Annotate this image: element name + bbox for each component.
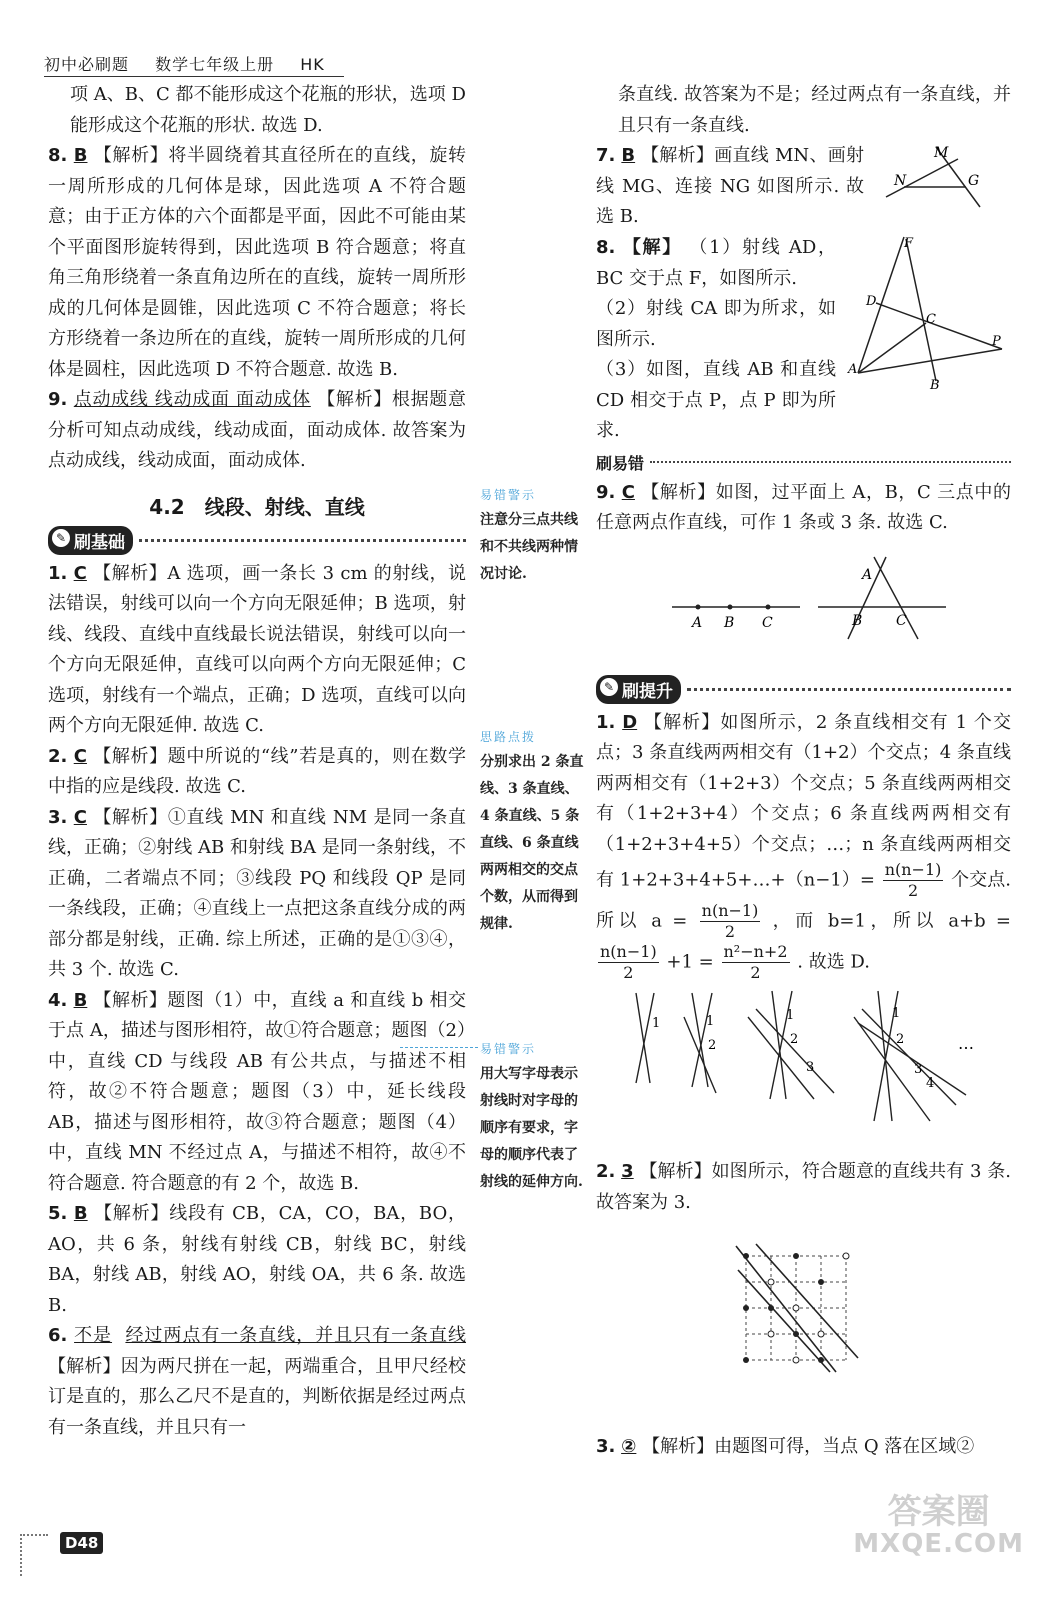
r1-text-1: 【解析】如图所示，2 条直线相交有 1 个交点；3 条直线两两相交有（1+2）个交点；4 条直线两两相交有（1+2+3）个交点；5 条直线两两相交有（1+2+3+4）个交点；6 条直线两两相交有（1+2+3+4+5）个交点；…；n 条直线两两相交有 1+2+3+4+5+…+（n−1）= <box>596 711 1011 891</box>
band-advance <box>596 675 1011 704</box>
pencil-icon: ✎ <box>52 529 70 547</box>
note-connector <box>400 1047 478 1048</box>
r3-number: 3. <box>596 1436 616 1457</box>
label-n: N <box>894 173 907 189</box>
q9-answer: 点动成线 线动成面 面动成体 <box>73 389 311 410</box>
svg-text:2: 2 <box>708 1038 717 1053</box>
r3-text: 【解析】由题图可得，当点 Q 落在区域② <box>642 1436 975 1457</box>
frac4-top: n²−n+2 <box>723 942 788 961</box>
label-a2: A <box>862 566 873 583</box>
q9-text: 【解析】根据题意分析可知点动成线，线动成面，面动成体. 故答案为点动成线，线动成面，面动成体. <box>48 389 466 471</box>
left-continuation: 项 A、B、C 都不能形成这个花瓶的形状，选项 D 能形成这个花瓶的形状. 故选 D. <box>70 84 466 136</box>
frac1-bottom: 2 <box>907 881 919 900</box>
label-m: M <box>934 145 949 161</box>
q7-answer: B <box>621 145 636 166</box>
r1-number: 1. <box>596 711 616 733</box>
right-column <box>596 80 1011 1463</box>
q9r-number: 9. <box>596 481 616 503</box>
q9r-figure <box>596 549 996 649</box>
q4-number: 4. <box>48 989 68 1011</box>
svg-text:3: 3 <box>914 1062 923 1077</box>
question-7-block <box>596 141 1011 233</box>
label-f: F <box>904 236 914 251</box>
side-tag-3: 易错警示 <box>480 1042 537 1056</box>
r1-text-5: . 故选 D. <box>797 951 870 973</box>
q3-number: 3. <box>48 806 68 828</box>
question-r3 <box>596 1432 1011 1463</box>
right-continuation: 条直线. 故答案为不是；经过两点有一条直线，并且只有一条直线. <box>618 84 1011 136</box>
q8r-label: 【解】 <box>622 237 682 258</box>
q8-answer: B <box>73 145 88 166</box>
q3-text: 【解析】①直线 MN 和直线 NM 是同一条直线，正确；②射线 AB 和射线 BA 是同一条射线，不正确，二者端点不同；③线段 PQ 和线段 QP 是同一条线段，正确；④直线上一点把这条直线分成的两部分都是射线，正确. 综上所述，正确的是①③④，共 3 个. 故选 C. <box>48 806 466 980</box>
r1-text-3: ，而 b=1，所以 a+b = <box>772 910 1011 932</box>
svg-text:2: 2 <box>896 1032 905 1047</box>
label-c1: C <box>762 614 773 631</box>
question-8r <box>596 233 836 447</box>
section-title: 4.2 线段、射线、直线 <box>149 494 365 519</box>
header-rule <box>44 76 344 77</box>
ray-ca <box>858 323 926 373</box>
r1-fraction-3 <box>598 942 659 983</box>
dotted-rule <box>139 539 466 542</box>
r1-fraction-4 <box>722 942 790 983</box>
band-basic-label: 刷基础 <box>74 532 125 553</box>
r2-grid-figure <box>596 1236 996 1406</box>
question-1 <box>48 559 466 742</box>
band-basic <box>48 526 466 555</box>
question-3 <box>48 803 466 986</box>
pencil-icon: ✎ <box>600 678 618 696</box>
q2-number: 2. <box>48 745 68 767</box>
question-8r-block <box>596 233 1011 447</box>
frac3-top: n(n−1) <box>600 942 657 961</box>
r1-fraction-2 <box>700 901 761 942</box>
label-b2: B <box>852 612 863 629</box>
watermark-url: MXQE.COM <box>853 1529 1024 1559</box>
side-tag-2: 思路点拨 <box>480 730 537 744</box>
side-tag-1: 易错警示 <box>480 488 537 502</box>
q8-text: 【解析】将半圆绕着其直径所在的直线，旋转一周所形成的几何体是球，因此选项 A 不符合题意；由于正方体的六个面都是平面，因此不可能由某个平面图形旋转得到，因此选项 B 符合题意；将直角三角形绕着一条直角边所在的直线，旋转一周所形成的几何体是圆锥，因此选项 C 不符合题意；将长方形绕着一条边所在的直线，旋转一周所形成的几何体是圆柱，因此选项 D 不符合题意. 故选 B. <box>48 145 467 380</box>
label-g: G <box>968 173 980 189</box>
label-p: P <box>992 334 1001 349</box>
side-note-3 <box>480 1040 588 1196</box>
q7-number: 7. <box>596 145 616 166</box>
edition-label: HK <box>300 55 325 74</box>
q4-answer: B <box>73 989 88 1011</box>
question-5 <box>48 1199 466 1321</box>
q5-answer: B <box>73 1203 88 1224</box>
label-a: A <box>848 362 858 377</box>
q7-text: 【解析】画直线 MN、画射线 MG、连接 NG 如图所示. 故选 B. <box>596 145 864 227</box>
line-cd <box>876 303 1002 349</box>
q1-text: 【解析】A 选项，画一条长 3 cm 的射线，说法错误，射线可以向一个方向无限延伸；B 选项，射线、线段、直线中直线最长说法错误，射线可以向一个方向无限延伸，直线可以向两个方向无限延伸；C 选项，射线有一个端点，正确；D 选项，直线可以向两个方向无限延伸. 故选 C. <box>48 562 466 736</box>
frac3-bottom: 2 <box>623 963 634 982</box>
label-b: B <box>930 378 940 393</box>
q7-figure <box>880 145 990 209</box>
frac4-bottom: 2 <box>750 963 761 982</box>
book-title: 初中必刷题 <box>44 55 130 74</box>
four-lines <box>748 991 834 1099</box>
q2-text: 【解析】题中所说的“线”若是真的，则在数学中指的应是线段. 故选 C. <box>48 745 466 797</box>
watermark-text: 答案圈 <box>887 1492 990 1532</box>
three-lines <box>684 993 716 1093</box>
band-basic-badge <box>48 526 133 555</box>
page-number: D48 <box>60 1532 103 1554</box>
dotted-rule-3 <box>687 688 1011 691</box>
band-easy-label: 刷易错 <box>596 453 645 473</box>
subject-title: 数学七年级上册 <box>155 55 275 74</box>
five-lines <box>854 991 966 1121</box>
q2-answer: C <box>73 745 87 767</box>
question-7 <box>596 141 864 233</box>
q1-number: 1. <box>48 562 68 584</box>
question-r1 <box>596 708 1011 984</box>
question-4 <box>48 986 466 1200</box>
r1-figure <box>596 987 996 1127</box>
q8r-number: 8. <box>596 237 616 258</box>
q8r-part-2: （2）射线 CA 即为所求，如图所示. <box>596 298 836 350</box>
question-9r <box>596 478 1011 539</box>
q8r-part-3: （3）如图，直线 AB 和直线 CD 相交于点 P，点 P 即为所求. <box>596 359 836 441</box>
r2-answer: 3 <box>621 1161 634 1182</box>
r1-text-4: +1 = <box>666 951 714 973</box>
r1-fraction-1 <box>883 860 944 901</box>
side-note-1 <box>480 486 588 588</box>
corner-mark <box>20 1534 48 1576</box>
q6-answer-1: 不是 <box>74 1325 113 1346</box>
figure-ellipsis: … <box>958 1034 974 1053</box>
q6-text: 【解析】因为两尺拼在一起，两端重合，且甲尺经校订是直的，那么乙尺不是直的，判断依据是经过两点有一条直线，并且只有一 <box>48 1355 466 1438</box>
side-note-1-text: 注意分三点共线和不共线两种情况讨论. <box>480 512 578 582</box>
label-c2: C <box>896 612 907 629</box>
watermark <box>853 1492 1024 1560</box>
page-header <box>44 52 325 75</box>
band-advance-badge <box>596 675 681 704</box>
side-note-2-text: 分别求出 2 条直线、3 条直线、4 条直线、5 条直线、6 条直线两两相交的交点个数，从而得到规律. <box>480 754 584 932</box>
question-9 <box>48 385 466 477</box>
q6-answer-2: 经过两点有一条直线，并且只有一条直线 <box>125 1325 467 1346</box>
side-note-2 <box>480 728 588 938</box>
q9-number: 9. <box>48 389 68 410</box>
q4-text: 【解析】题图（1）中，直线 a 和直线 b 相交于点 A，描述与图形相符，故①符合题意；题图（2）中，直线 CD 与线段 AB 有公共点，与描述不相符，故②不符合题意；题图（3）中，延长线段 AB，描述与图形相符，故③符合题意；题图（4）中，直线 MN 不经过点 A，与描述不相符，故④不符合题意. 符合题意的有 2 个，故选 B. <box>48 989 466 1194</box>
answer-line-2 <box>738 1270 830 1372</box>
point-c1 <box>766 604 771 609</box>
band-advance-label: 刷提升 <box>622 681 673 702</box>
frac2-bottom: 2 <box>724 922 736 941</box>
band-easy-error <box>596 451 1011 474</box>
r3-answer: ② <box>621 1436 637 1457</box>
left-column <box>48 80 466 1443</box>
svg-text:1: 1 <box>652 1016 661 1031</box>
label-a1: A <box>692 614 703 631</box>
two-lines <box>636 993 660 1083</box>
label-d: D <box>866 294 877 309</box>
svg-text:2: 2 <box>790 1032 799 1047</box>
label-c: C <box>926 312 936 327</box>
question-6 <box>48 1321 466 1443</box>
question-r2 <box>596 1157 1011 1218</box>
dotted-rule-2 <box>650 461 1011 463</box>
r2-text: 【解析】如图所示，符合题意的直线共有 3 条. 故答案为 3. <box>596 1161 1011 1213</box>
point-b1 <box>728 604 733 609</box>
r1-answer: D <box>622 711 638 733</box>
svg-text:4: 4 <box>926 1076 935 1091</box>
svg-text:1: 1 <box>892 1006 901 1021</box>
q8r-line-1 <box>596 233 836 294</box>
q9r-answer: C <box>621 481 635 503</box>
q1-answer: C <box>73 562 87 584</box>
svg-text:1: 1 <box>786 1008 795 1023</box>
q5-text: 【解析】线段有 CB，CA，CO，BA，BO，AO，共 6 条，射线有射线 CB，射线 BC，射线 BA，射线 AB，射线 AO，射线 OA，共 6 条. 故选 B. <box>48 1203 466 1316</box>
svg-text:1: 1 <box>706 1014 715 1029</box>
frac1-top: n(n−1) <box>884 860 942 879</box>
r2-number: 2. <box>596 1161 616 1182</box>
point-a1 <box>696 604 701 609</box>
question-2 <box>48 742 466 803</box>
label-b1: B <box>724 614 735 631</box>
q8r-figure <box>846 233 1006 393</box>
frac2-top: n(n−1) <box>701 901 759 920</box>
q5-number: 5. <box>48 1203 68 1224</box>
q8-number: 8. <box>48 145 68 166</box>
q3-answer: C <box>73 806 87 828</box>
svg-text:3: 3 <box>806 1060 815 1075</box>
question-8 <box>48 141 466 385</box>
q9r-text: 【解析】如图，过平面上 A，B，C 三点中的任意两点作直线，可作 1 条或 3 条. 故选 C. <box>596 481 1011 533</box>
ray-bc <box>906 239 936 381</box>
q8r-part-1: （1）射线 AD，BC 交于点 F，如图所示. <box>596 237 836 289</box>
side-note-3-text: 用大写字母表示射线时对字母的顺序有要求，字母的顺序代表了射线的延伸方向. <box>480 1066 583 1190</box>
r1-text-2: 个交点. 所以 a = <box>596 869 1011 932</box>
q6-number: 6. <box>48 1325 68 1346</box>
